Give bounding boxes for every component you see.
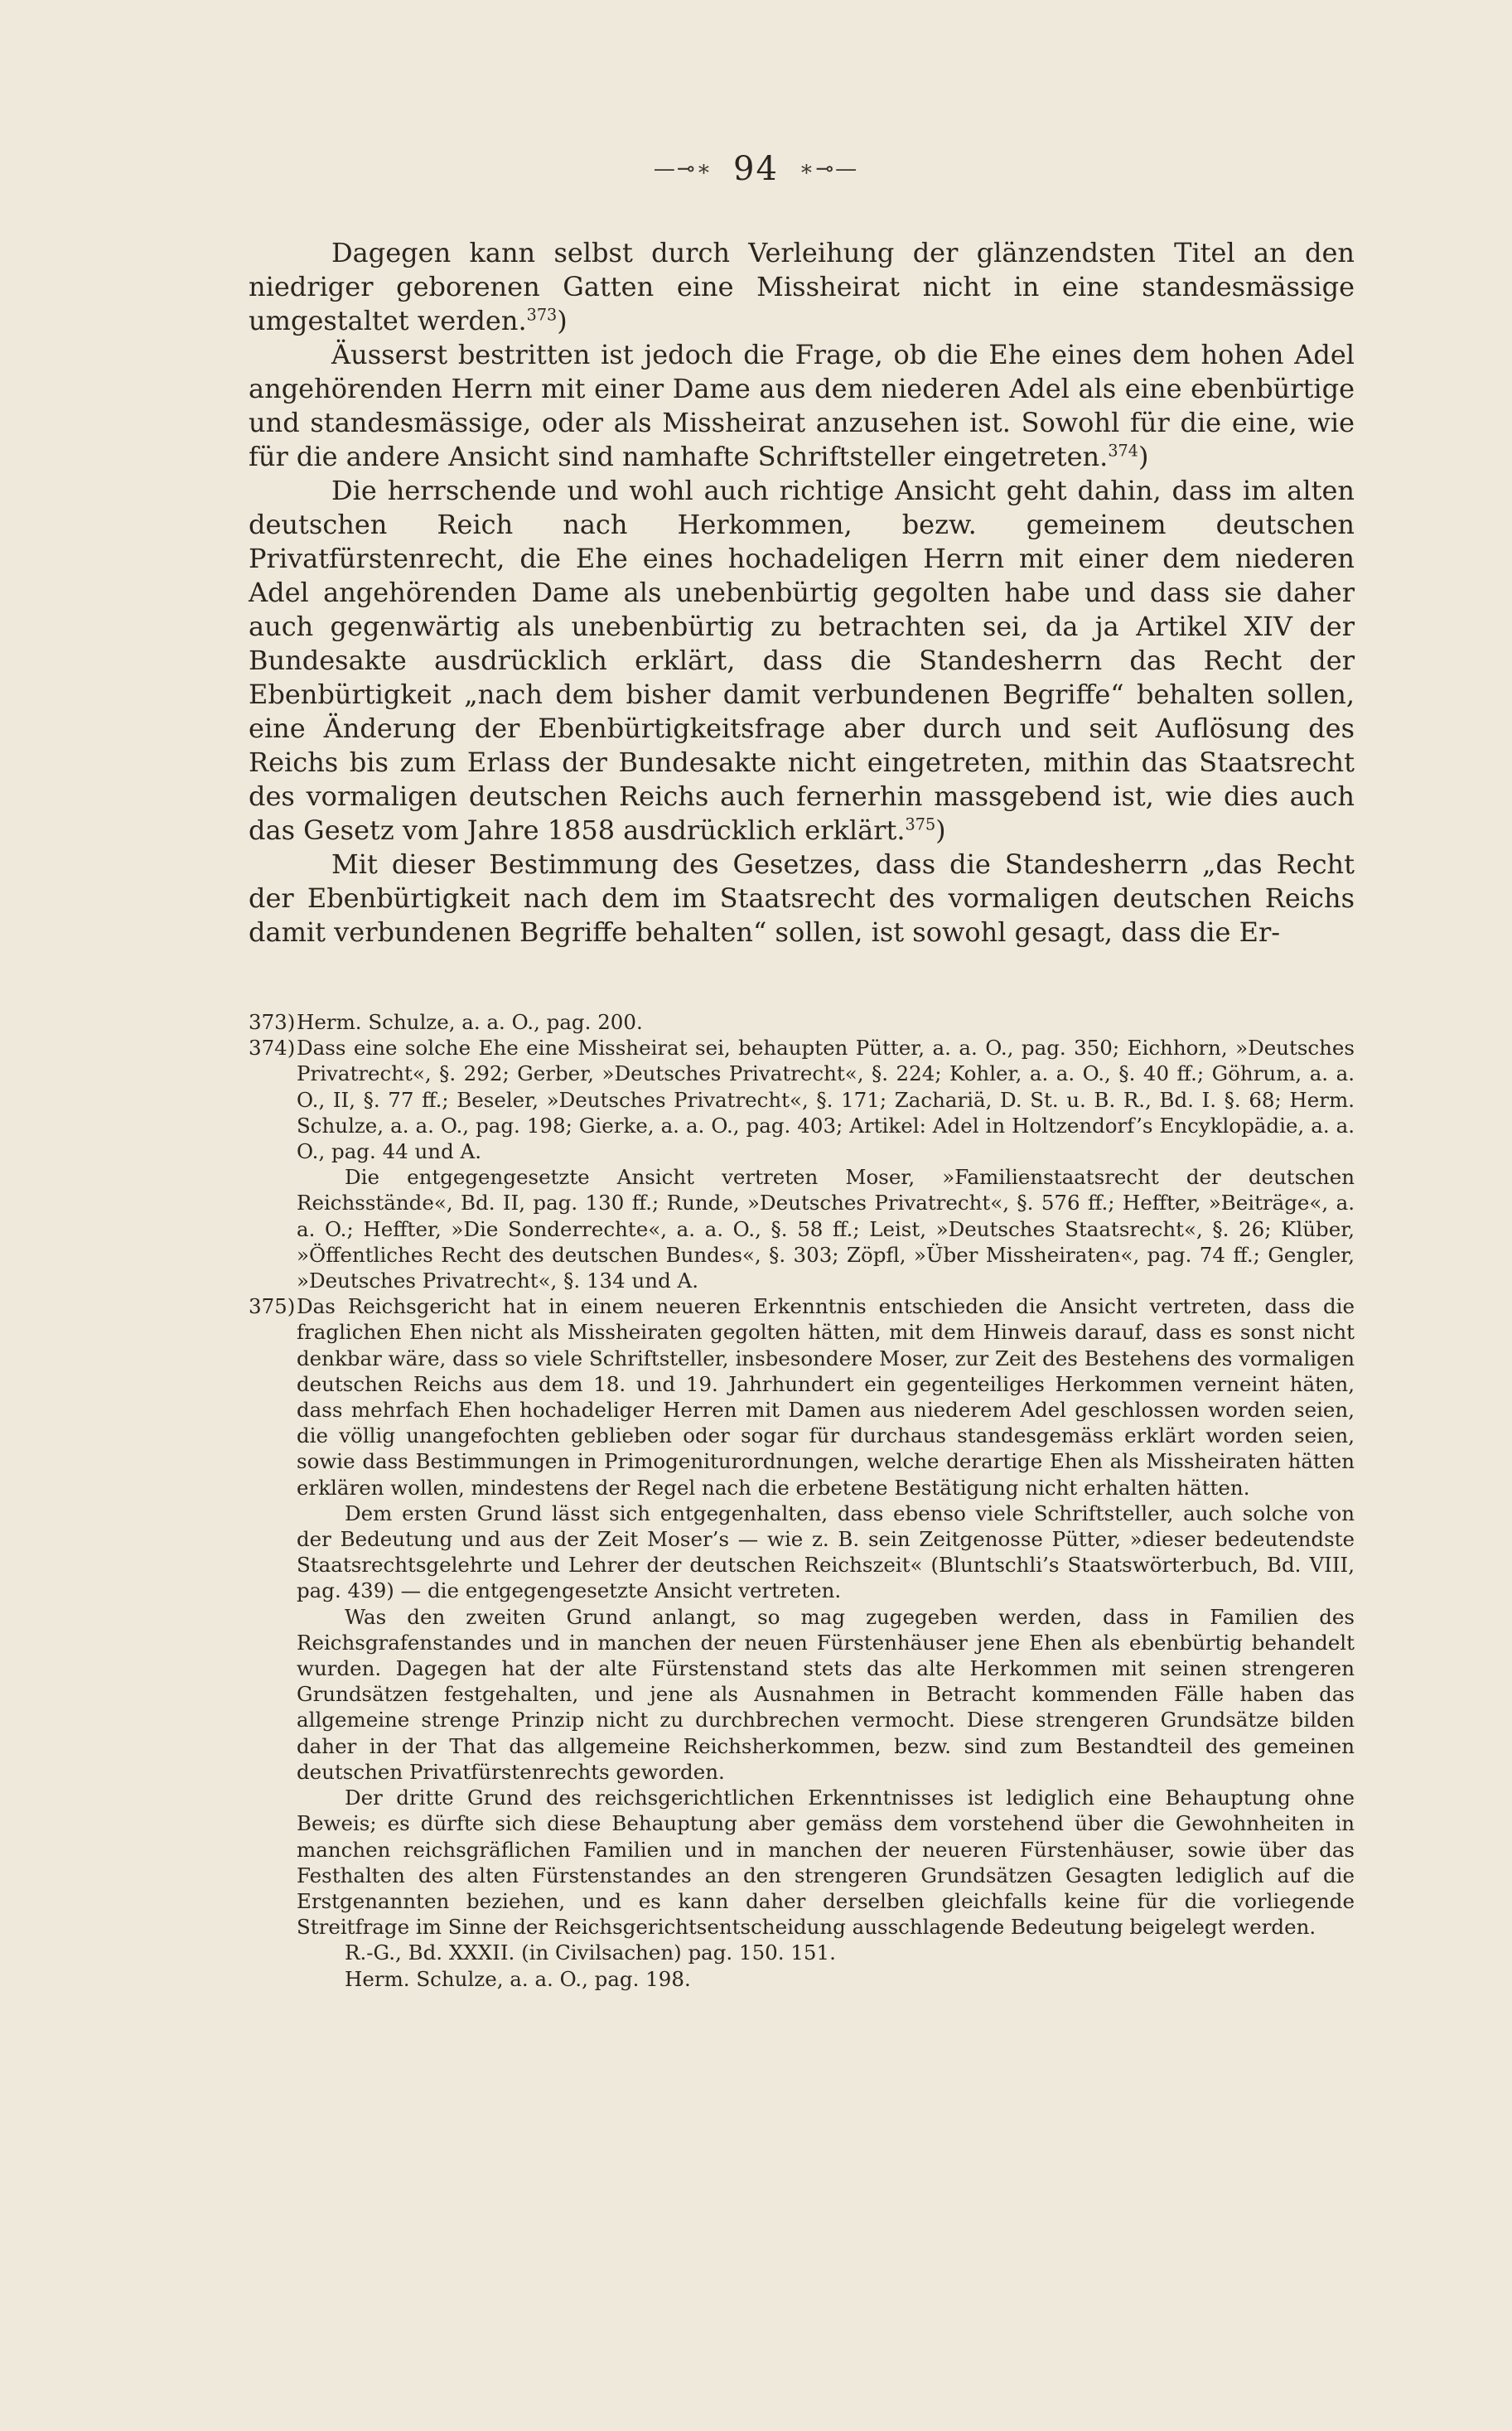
paragraph-text: Dagegen kann selbst durch Verleihung der glänzendsten Titel an den niedriger geborenen Gatten eine Missheirat nicht in eine standesmässige umgestaltet werden. [249, 237, 1355, 336]
footnote-text: Herm. Schulze, a. a. O., pag. 200. [297, 1010, 643, 1034]
footnote-ref: 374 [1108, 441, 1138, 461]
footnote-mark: 374) [249, 1036, 296, 1061]
footnote-375-continuation-3: Der dritte Grund des reichsgerichtlichen Erkenntnisses ist lediglich eine Behauptung ohne Beweis; es dürfte sich diese Behauptung aber gemäss dem vorstehend über die Gewohnheiten in manchen reichsgräflichen Familien und in manchen der neueren Fürstenhäuser, sowie über das Festhalten des alten Fürstenstandes an den strengeren Grundsätzen Gesagten lediglich auf die Erstgenannten beziehen, und es kann daher derselben gleichfalls keine für die vorliegende Streitfrage im Sinne der Reichsgerichtsentscheidung ausschlagende Bedeutung beigelegt werden. [297, 1786, 1355, 1940]
paragraph: Die herrschende und wohl auch richtige Ansicht geht dahin, dass im alten deutschen Reich nach Herkommen, bezw. gemeinem deutschen Privatfürstenrecht, die Ehe eines hochadeligen Herrn mit einer dem niederen Adel angehörenden Dame als unebenbürtig gegolten habe und dass sie daher auch gegenwärtig als unebenbürtig zu betrachten sei, da ja Artikel XIV der Bundesakte ausdrücklich erklärt, dass die Standesherrn das Recht der Ebenbürtigkeit „nach dem bisher damit verbundenen Begriffe“ behalten sollen, eine Änderung der Ebenbürtigkeitsfrage aber durch und seit Auflösung des Reichs bis zum Erlass der Bundesakte nicht eingetreten, mithin das Staatsrecht des vormaligen deutschen Reichs auch fernerhin massgebend ist, wie dies auch das Gesetz vom Jahre 1858 ausdrücklich erklärt.$^{375}$) [249, 475, 1355, 846]
paragraph [249, 848, 1355, 950]
paragraph-text: Die herrschende und wohl auch richtige Ansicht geht dahin, dass im alten deutschen Reich nach Herkommen, bezw. gemeinem deutschen Privatfürstenrecht, die Ehe eines hochadeligen Herrn mit einer dem niederen Adel angehörenden Dame als unebenbürtig gegolten habe und dass sie daher auch gegenwärtig als unebenbürtig zu betrachten sei, da ja Artikel XIV der Bundesakte ausdrücklich erklärt, dass die Standesherrn das Recht der Ebenbürtigkeit „nach dem bisher damit verbundenen Begriffe“ behalten sollen, eine Änderung der Ebenbürtigkeitsfrage aber durch und seit Auflösung des Reichs bis zum Erlass der Bundesakte nicht eingetreten, mithin das Staatsrecht des vormaligen deutschen Reichs auch fernerhin massgebend ist, wie dies auch das Gesetz vom Jahre 1858 ausdrücklich erklärt. [249, 475, 1355, 846]
footnote-375-reference-2: Herm. Schulze, a. a. O., pag. 198. [345, 1966, 691, 1991]
ornament-right: ∗⊸— [799, 157, 859, 181]
footnote-375-continuation-1: Dem ersten Grund lässt sich entgegenhalten, dass ebenso viele Schriftsteller, auch solche von der Bedeutung und aus der Zeit Moser’s — wie z. B. sein Zeitgenosse Pütter, »dieser bedeutendste Staatsrechtsgelehrte und Lehrer der deutschen Reichszeit« (Bluntschli’s Staatswörterbuch, Bd. VIII, pag. 439) — die entgegengesetzte Ansicht vertreten. [297, 1501, 1355, 1603]
paragraph: Äusserst bestritten ist jedoch die Frage, ob die Ehe eines dem hohen Adel angehörenden Herrn mit einer Dame aus dem niederen Adel als eine ebenbürtige und standesmässige, oder als Missheirat anzusehen ist. Sowohl für die eine, wie für die andere Ansicht sind namhafte Schriftsteller eingetreten.$^{374}$) [249, 339, 1355, 472]
paragraph-text: Mit dieser Bestimmung des Gesetzes, dass die Standesherrn „das Recht der Ebenbürtigkeit nach dem im Staatsrecht des vormaligen deutschen Reichs damit verbundenen Begriffe behalten“ sollen, ist sowohl gesagt, dass die Er- [249, 848, 1355, 948]
ornament-left: —⊸∗ [653, 157, 713, 181]
footnote-375-continuation-2: Was den zweiten Grund anlangt, so mag zugegeben werden, dass in Familien des Reichsgrafenstandes und in manchen der neuen Fürstenhäuser jene Ehen als ebenbürtig behandelt wurden. Dagegen hat der alte Fürstenstand stets das alte Herkommen mit seinen strengeren Grundsätzen festgehalten, und jene als Ausnahmen in Betracht kommenden Fälle haben das allgemeine strenge Prinzip nicht zu durchbrechen vermocht. Diese strengeren Grundsätze bilden daher in der That das allgemeine Reichsherkommen, bezw. sind zum Bestandteil des gemeinen deutschen Privatfürstenrechts geworden. [297, 1604, 1355, 1784]
footnote-374 [249, 1035, 1355, 1164]
footnote-mark: 375) [249, 1294, 296, 1319]
page-number: 94 [733, 150, 779, 188]
footnote-373 [249, 1009, 1355, 1035]
paragraph: Dagegen kann selbst durch Verleihung der glänzendsten Titel an den niedriger geborenen Gatten eine Missheirat nicht in eine standesmässige umgestaltet werden.$^{373}$) [249, 237, 1355, 336]
main-text [249, 236, 1355, 950]
paragraph-text: Äusserst bestritten ist jedoch die Frage, ob die Ehe eines dem hohen Adel angehörenden Herrn mit einer Dame aus dem niederen Adel als eine ebenbürtige und standesmässige, oder als Missheirat anzusehen ist. Sowohl für die eine, wie für die andere Ansicht sind namhafte Schriftsteller eingetreten. [249, 339, 1355, 472]
footnote-mark: 373) [249, 1010, 296, 1034]
footnote-ref: 375 [905, 814, 936, 834]
footnote-text: Das Reichsgericht hat in einem neueren Erkenntnis entschieden die Ansicht vertreten, dass die fraglichen Ehen nicht als Missheiraten gegolten hätten, mit dem Hinweis darauf, dass es sonst nicht denkbar wäre, dass so viele Schriftsteller, insbesondere Moser, zur Zeit des Bestehens des vormaligen deutschen Reichs aus dem 18. und 19. Jahrhundert ein gegenteiliges Herkommen verneint häten, dass mehrfach Ehen hochadeliger Herren mit Damen aus niederem Adel geschlossen worden seien, die völlig unangefochten geblieben oder sogar für durchaus standesgemäss erklärt worden seien, sowie dass Bestimmungen in Primogeniturordnungen, welche derartige Ehen als Missheiraten hätten erklären wollen, mindestens der Regel nach die erbetene Bestätigung nicht erhalten hätten. [297, 1294, 1355, 1500]
footnote-374-continuation: Die entgegengesetzte Ansicht vertreten Moser, »Familienstaatsrecht der deutschen Reichsstände«, Bd. II, pag. 130 ff.; Runde, »Deutsches Privatrecht«, §. 576 ff.; Heffter, »Beiträge«, a. a. O.; Heffter, »Die Sonderrechte«, a. a. O., §. 58 ff.; Leist, »Deutsches Staatsrecht«, §. 26; Klüber, »Öffentliches Recht des deutschen Bundes«, §. 303; Zöpfl, »Über Missheiraten«, pag. 74 ff.; Gengler, »Deutsches Privatrecht«, §. 134 und A. [297, 1165, 1355, 1293]
footnote-ref: 373 [526, 305, 558, 325]
footnotes [249, 1009, 1355, 1992]
page-header [0, 147, 1512, 188]
footnote-375-reference-1: R.-G., Bd. XXXII. (in Civilsachen) pag. 150. 151. [345, 1940, 836, 1965]
footnote-375 [249, 1293, 1355, 1501]
footnote-text: Dass eine solche Ehe eine Missheirat sei, behaupten Pütter, a. a. O., pag. 350; Eichhorn, »Deutsches Privatrecht«, §. 292; Gerber, »Deutsches Privatrecht«, §. 224; Kohler, a. a. O., §. 40 ff.; Göhrum, a. a. O., II, §. 77 ff.; Beseler, »Deutsches Privatrecht«, §. 171; Zachariä, D. St. u. B. R., Bd. I. §. 68; Herm. Schulze, a. a. O., pag. 198; Gierke, a. a. O., pag. 403; Artikel: Adel in Holtzendorf’s Encyklopädie, a. a. O., pag. 44 und A. [297, 1036, 1355, 1164]
